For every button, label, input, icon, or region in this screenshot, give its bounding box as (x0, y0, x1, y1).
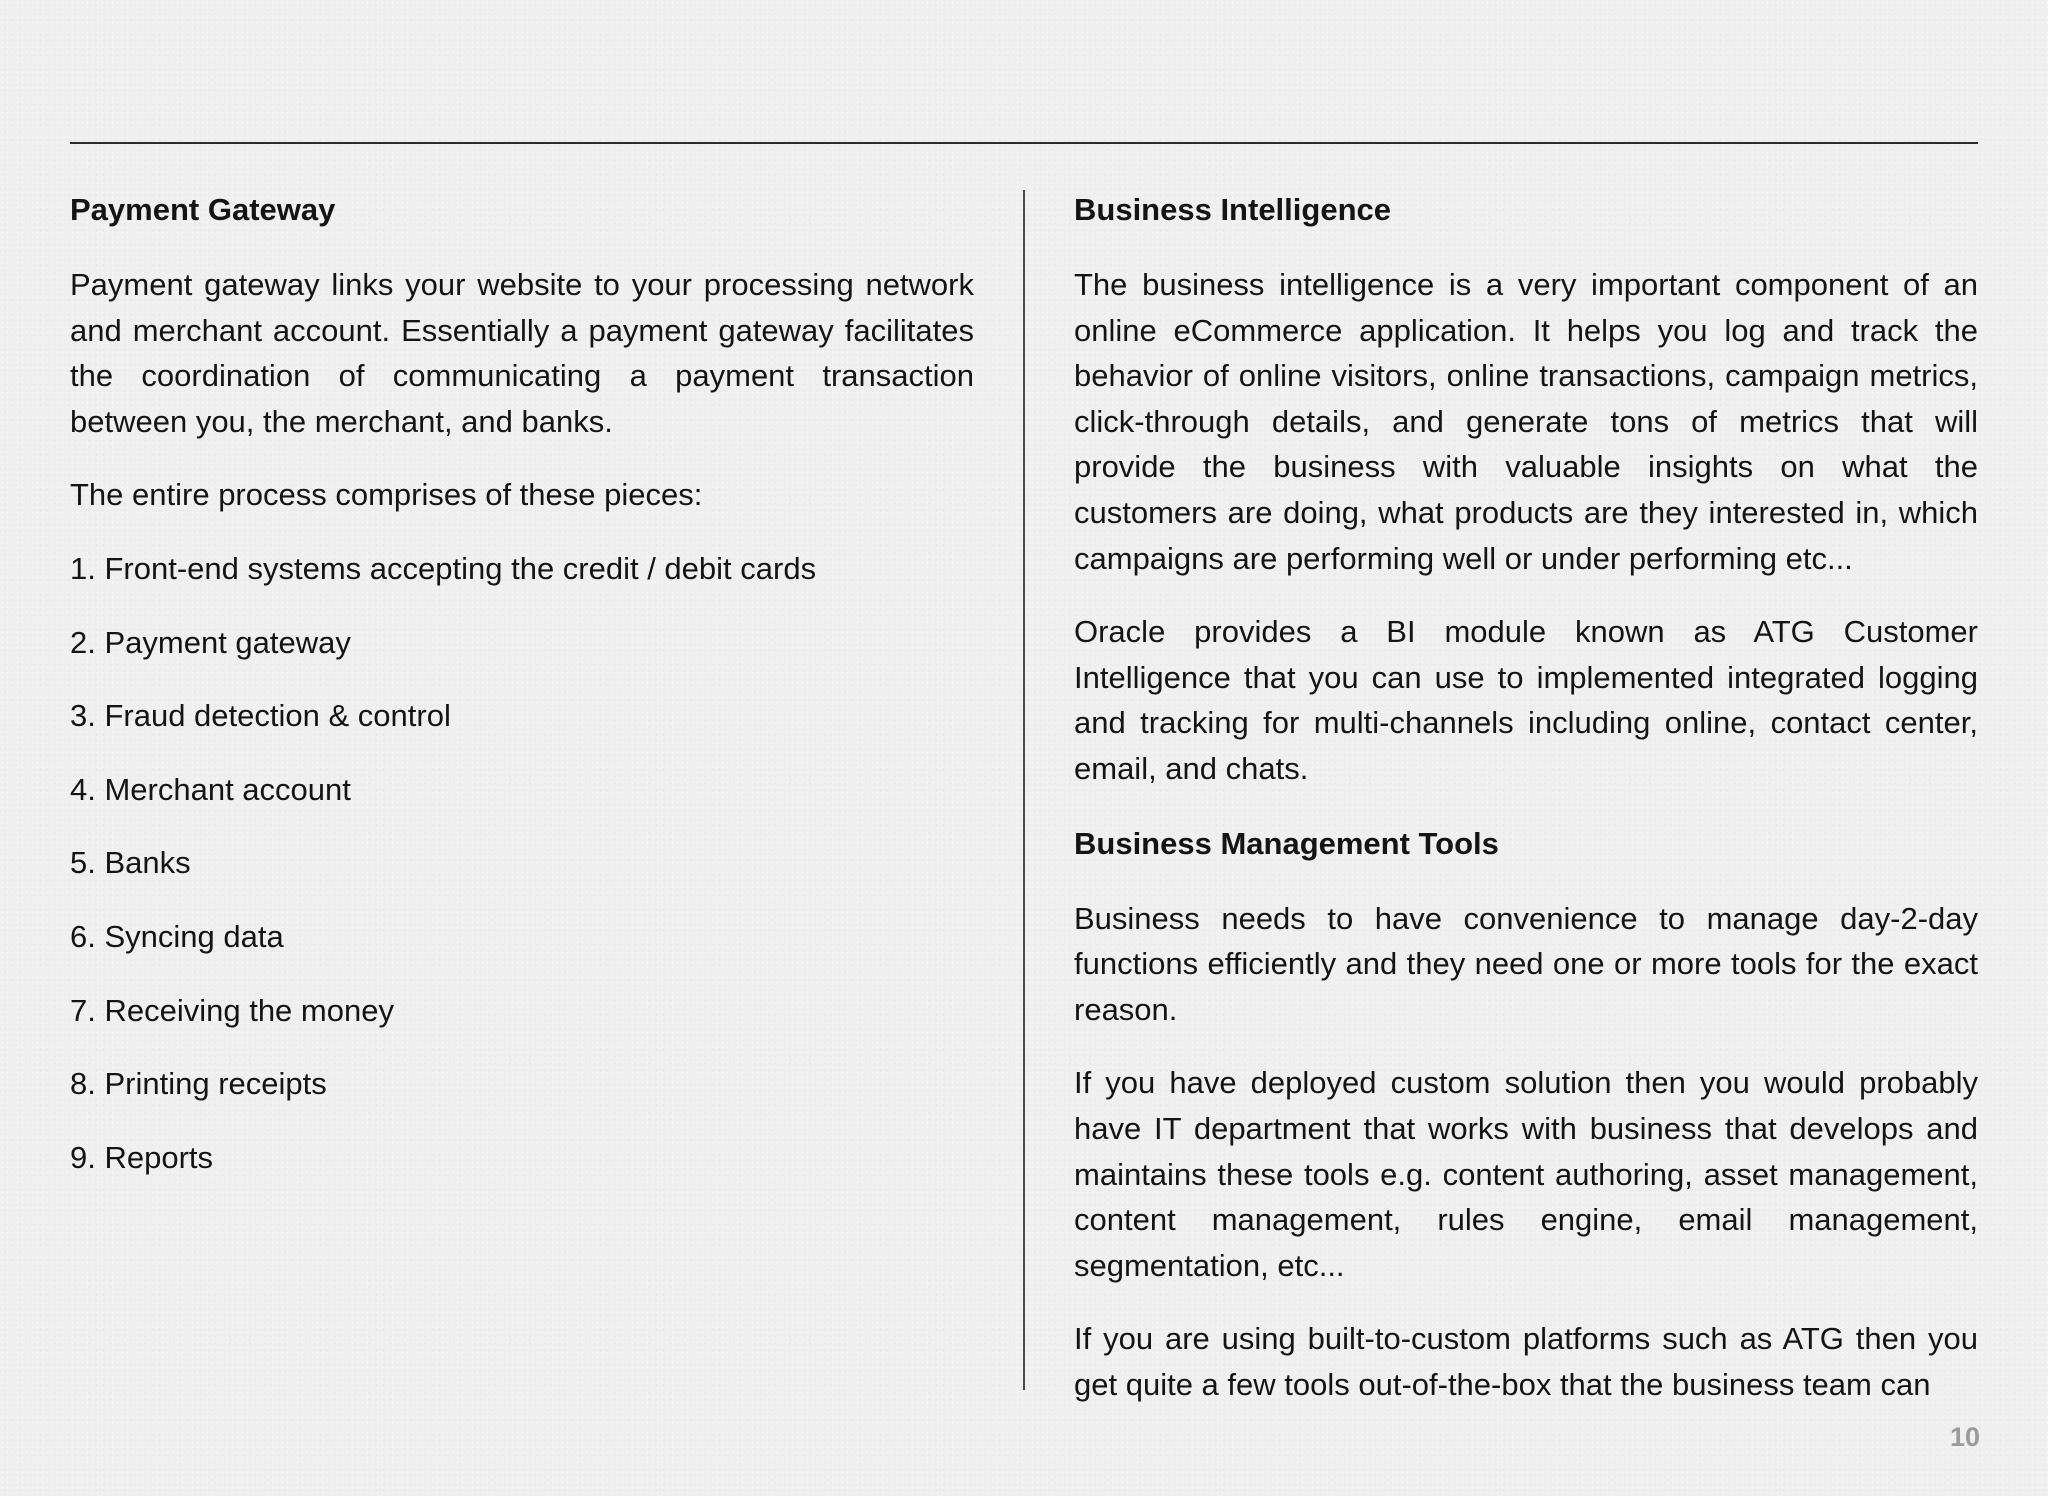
process-introduction: The entire process comprises of these pieces: (70, 477, 703, 513)
list-item-merchant-account: 4. Merchant account (70, 771, 351, 807)
list-item-reports: 9. Reports (70, 1139, 214, 1175)
header-rule (70, 142, 1978, 144)
list-item-syncing-data: 6. Syncing data (70, 918, 284, 954)
oracle-bi-description: Oracle provides a BI module known as ATG Customer Intelligence that you can use to implemented integrated logging and tracking for multi-channels including online, contact center, email, and chats. (1074, 614, 1978, 786)
custom-solution-tools: If you have deployed custom solution then you would probably have IT department that works with business that develops and maintains these tools e.g. content authoring, asset management, content management, rules engine, email management, segmentation, etc... (1074, 1065, 1978, 1283)
column-divider (1023, 190, 1025, 1390)
list-item-printing-receipts: 8. Printing receipts (70, 1066, 327, 1102)
payment-process-list (70, 546, 974, 1180)
list-item-banks: 5. Banks (70, 845, 191, 881)
business-management-tools-heading: Business Management Tools (1074, 825, 1499, 861)
left-column (70, 186, 974, 1208)
payment-gateway-heading: Payment Gateway (70, 192, 336, 227)
business-intelligence-description: The business intelligence is a very important component of an online eCommerce application. It helps you log and track the behavior of online visitors, online transactions, campaign metrics, click-through details, and generate tons of metrics that will provide the business with valuable insights on what the customers are doing, what products are they interested in, which campaigns are performing well or under performing etc... (1074, 267, 1978, 576)
list-item-fraud-detection: 3. Fraud detection & control (70, 698, 451, 734)
page-number: 10 (1949, 1422, 1980, 1452)
list-item-payment-gateway: 2. Payment gateway (70, 624, 351, 660)
list-item-front-end-systems: 1. Front-end systems accepting the credit / debit cards (70, 550, 817, 586)
right-column (1074, 186, 1978, 1435)
atg-tools-description: If you are using built-to-custom platforms such as ATG then you get quite a few tools out-of-the-box that the business team can (1074, 1321, 1978, 1402)
list-item-receiving-money: 7. Receiving the money (70, 992, 394, 1028)
business-intelligence-heading: Business Intelligence (1074, 192, 1391, 227)
payment-gateway-description: Payment gateway links your website to your processing network and merchant account. Essentially a payment gateway facilitates the coordination of communicating a payment transaction between you, the merchant, and banks. (70, 267, 974, 439)
business-tools-need: Business needs to have convenience to manage day-2-day functions efficiently and they need one or more tools for the exact reason. (1074, 900, 1978, 1027)
